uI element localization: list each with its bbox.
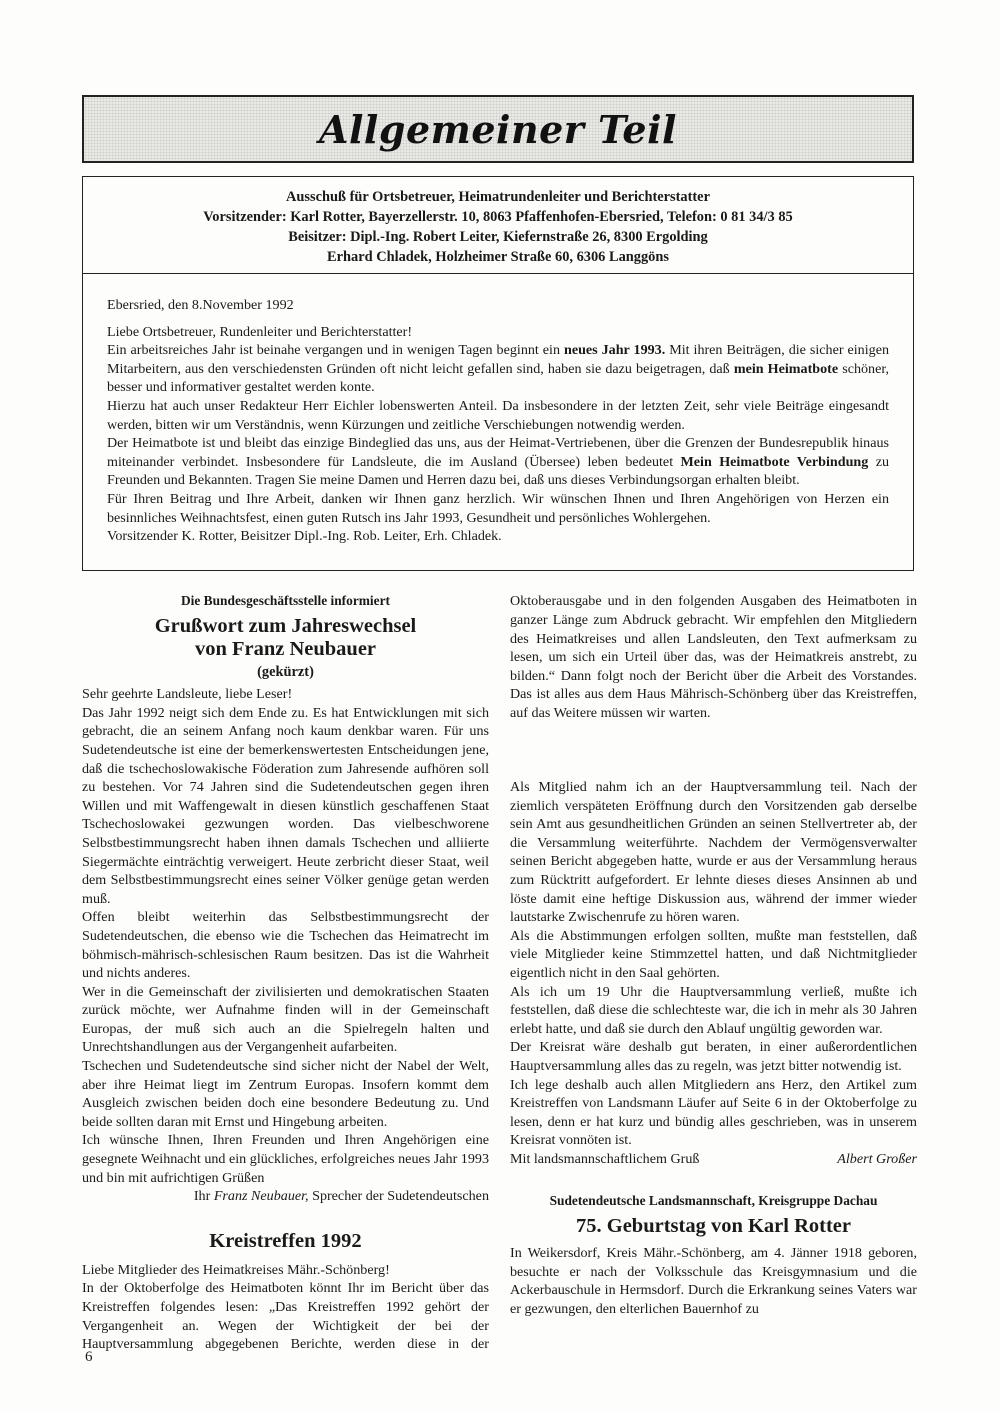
article-paragraph: Als ich um 19 Uhr die Hauptversammlung verließ, mußte ich feststellen, daß diese die schlechteste war, die ich in mehr als 30 Jahren erlebt hatte, und daß sie durch den Ablauf ungültig geworden war.: [510, 983, 917, 1037]
article-continuation: [510, 592, 917, 778]
article-headline: Kreistreffen 1992: [209, 1229, 362, 1252]
article-headline: Grußwort zum Jahreswechsel: [154, 614, 417, 637]
letter-paragraph: Für Ihren Beitrag und Ihre Arbeit, danken wir Ihnen ganz herzlich. Wir wünschen Ihnen und Ihren Angehörigen von Herzen ein besinnliches Weihnachtsfest, einen guten Rutsch ins Jahr 1993, Gesundheit und persönliches Wohlergehen.: [107, 490, 889, 526]
article-paragraph: Offen bleibt weiterhin das Selbstbestimmungsrecht der Sudetendeutschen, die ebenso wie die Tschechen das Heimatrecht im böhmisch-mährisch-schlesischen Raum besitzen. Das ist die Wahrheit und nichts anderes.: [82, 909, 489, 982]
article-subhead: (gekürzt): [257, 663, 314, 680]
article-salutation: Sehr geehrte Landsleute, liebe Leser!: [82, 686, 293, 703]
article-signature: [510, 1150, 917, 1169]
article-paragraph: Der Kreisrat wäre deshalb gut beraten, in einer außerordentlichen Hauptversammlung alles das zu regeln, was jetzt bitter notwendig ist.: [510, 1039, 917, 1074]
committee-info-box: [82, 176, 914, 274]
article-paragraph-continued: Oktoberausgabe und in den folgenden Ausgaben des Heimatboten in ganzer Länge zum Abdruck gebracht. Wir empfehlen den Mitgliedern des Heimatkreises und allen Landsleuten, den Text aufmerksam zu lesen, um sich ein Urteil über das, was der Heimatkreis anstrebt, zu bilden.“ Dann folgt noch der Bericht über die Arbeit des Vorstandes. Das ist alles aus dem Haus Mährisch-Schönberg über das Kreistreffen, auf das Weitere müssen wir warten.: [510, 593, 917, 721]
section-title: Allgemeiner Teil: [319, 106, 677, 152]
article-kicker: Die Bundesgeschäftsstelle informiert: [180, 593, 390, 608]
emphasis-text: neues Jahr 1993.: [563, 342, 666, 359]
committee-member-line: Erhard Chladek, Holzheimer Straße 60, 6306 Langgöns: [327, 249, 669, 265]
article-kicker: Sudetendeutsche Landsmannschaft, Kreisgruppe Dachau: [549, 1193, 878, 1209]
text-run: Der Heimatbote ist und bleibt das einzige Bindeglied das uns, aus der Heimat-Vertriebenen, über die Grenzen der Bundesrepublik hinaus miteinander verbindet. Insbesondere für Landsleute, die im Ausland (Übersee) leben bedeutet: [107, 435, 889, 470]
author-name: Albert Großer: [837, 1150, 917, 1167]
text-run: Mit ihren Beiträgen, die sicher einigen Mitarbeitern, aus den verschiedensten Gründen oft nicht leicht gefallen sind, haben sie dazu beigetragen, daß: [107, 342, 889, 377]
article-headline: 75. Geburtstag von Karl Rotter: [576, 1215, 851, 1238]
letter-paragraph: [107, 341, 889, 397]
text-run: Ihr: [193, 1188, 214, 1205]
article-headline: von Franz Neubauer: [194, 637, 377, 660]
article-paragraph: Als Mitglied nahm ich an der Hauptversammlung teil. Nach der ziemlich verspäteten Eröffnung durch den Vorsitzenden gab derselbe sein Amt aus gesundheitlichen Gründen an seinen Stellvertreter ab, der die Versammlung weiterführte. Nachdem der Vermögensverwalter seinen Bericht abgegeben hatte, wurde er aus der Versammlung heraus zum Rücktritt aufgefordert. Er lehnte dieses dieses Ansinnen ab und löste damit eine heftige Diskussion aus, während der immer wieder lautstarke Zwischenrufe zu hören waren.: [510, 779, 917, 926]
article-salutation: Liebe Mitglieder des Heimatkreises Mähr.-Schönberg!: [82, 1261, 390, 1278]
article-paragraph: In Weikersdorf, Kreis Mähr.-Schönberg, am 4. Jänner 1918 geboren, besuchte er nach der Volksschule das Kreisgymnasium und die Ackerbauschule in Hermsdorf. Durch die Erkrankung seines Vaters war er gezwungen, den elterlichen Bauernhof zu: [510, 1245, 917, 1317]
article-closing: Mit landsmannschaftlichem Gruß: [510, 1150, 700, 1167]
left-column: [82, 592, 489, 1353]
letter-paragraph: [107, 434, 889, 490]
article-paragraph: Ich lege deshalb auch allen Mitgliedern ans Herz, den Artikel zum Kreistreffen von Landsmann Läufer auf Seite 6 in der Oktoberfolge zu lesen, denn er hat kurz und bündig alles geschrieben, was in unserem Kreisrat vonnöten ist.: [510, 1076, 917, 1149]
text-run: zu Freunden und Bekannten. Tragen Sie meine Damen und Herren dazu bei, daß uns dieses Verbindungsorgan erhalten bleibt.: [107, 453, 890, 489]
article-paragraph: In der Oktoberfolge des Heimatboten könnt Ihr im Bericht über das Kreistreffen folgendes lesen: „Das Kreistreffen 1992 gehört der Vergangenheit an. Wegen der Wichtigkeit der bei der Hauptversammlung abgegebenen Berichte, werden diese in der: [82, 1280, 489, 1353]
article-paragraph: Tschechen und Sudetendeutsche sind sicher nicht der Nabel der Welt, aber ihre Heimat liegt im Zentrum Europas. Insofern kommt dem Ausgleich zwischen beiden doch eine besondere Bedeutung zu. Und beide sollten daran mit Ernst und Hingebung arbeiten.: [82, 1058, 489, 1130]
letter-salutation: Liebe Ortsbetreuer, Rundenleiter und Berichterstatter!: [107, 323, 413, 340]
letter-paragraph: Hierzu hat auch unser Redakteur Herr Eichler lobenswerten Anteil. Da insbesondere in der letzten Zeit, sehr viele Beiträge eingesandt werden, bitten wir um Verständnis, wenn Kürzungen und zeitliche Verschiebungen notwendig werden.: [107, 397, 889, 433]
letter-box: [82, 273, 914, 571]
letter-date: Ebersried, den 8.November 1992: [107, 297, 294, 313]
section-banner: [82, 95, 914, 163]
emphasis-text: Mein Heimatbote Verbindung: [680, 453, 869, 470]
author-name: Franz Neubauer,: [213, 1188, 309, 1205]
text-run: schöner, besser und informativer gestaltet werden konte.: [107, 360, 890, 396]
committee-member-line: Beisitzer: Dipl.-Ing. Robert Leiter, Kiefernstraße 26, 8300 Ergolding: [288, 229, 708, 245]
committee-line: Ausschuß für Ortsbetreuer, Heimatrundenleiter und Berichterstatter: [286, 189, 710, 205]
text-run: Sprecher der Sudetendeutschen: [308, 1188, 489, 1205]
right-column: [510, 592, 917, 1318]
letter-closing: Vorsitzender K. Rotter, Beisitzer Dipl.-Ing. Rob. Leiter, Erh. Chladek.: [107, 528, 502, 545]
article-paragraph: Wer in die Gemeinschaft der zivilisierten und demokratischen Staaten zurück möchte, wer Aufnahme finden will in der Gemeinschaft Europas, der muß sich auch an die Spielregeln halten und Unrechtshandlungen aus der Vergangenheit aufarbeiten.: [82, 983, 489, 1056]
page-number: 6: [85, 1349, 93, 1365]
text-run: Ein arbeitsreiches Jahr ist beinahe vergangen und in wenigen Tagen beginnt ein: [107, 342, 564, 359]
article-paragraph: Als die Abstimmungen erfolgen sollten, mußte man feststellen, daß viele Mitglieder keine Stimmzettel hatten, und daß Nichtmitglieder eigentlich nicht in den Saal gehörten.: [510, 927, 917, 981]
article-paragraph: Das Jahr 1992 neigt sich dem Ende zu. Es hat Entwicklungen mit sich gebracht, die an seinem Anfang noch kaum denkbar waren. Für uns Sudetendeutsche ist eine der bemerkenswertesten Entscheidungen jene, daß die tschechoslowakische Föderation zum Jahresende aufhören soll zu bestehen. Vor 74 Jahren sind die Sudetendeutschen gegen ihren Willen und mit Waffengewalt in diesen künstlich geschaffenen Staat Tschechoslowakei gezwungen worden. Das vielbeschworene Selbstbestimmungsrecht haben ihnen damals Tschechen und alliierte Siegermächte einträchtig verweigert. Heute zerbricht dieser Staat, weil dem Selbstbestimmungsrecht eines seiner Völker genüge getan werden muß.: [82, 704, 489, 907]
emphasis-text: mein Heimatbote: [733, 360, 839, 377]
article-signature: [82, 1187, 489, 1206]
committee-chair-line: Vorsitzender: Karl Rotter, Bayerzellerstr. 10, 8063 Pfaffenhofen-Ebersried, Telefon: 0 81 34/3 85: [203, 209, 793, 225]
article-paragraph: Ich wünsche Ihnen, Ihren Freunden und Ihren Angehörigen eine gesegnete Weihnacht und ein glückliches, erfolgreiches neues Jahr 1993 und bin mit aufrichtigen Grüßen: [82, 1132, 489, 1186]
